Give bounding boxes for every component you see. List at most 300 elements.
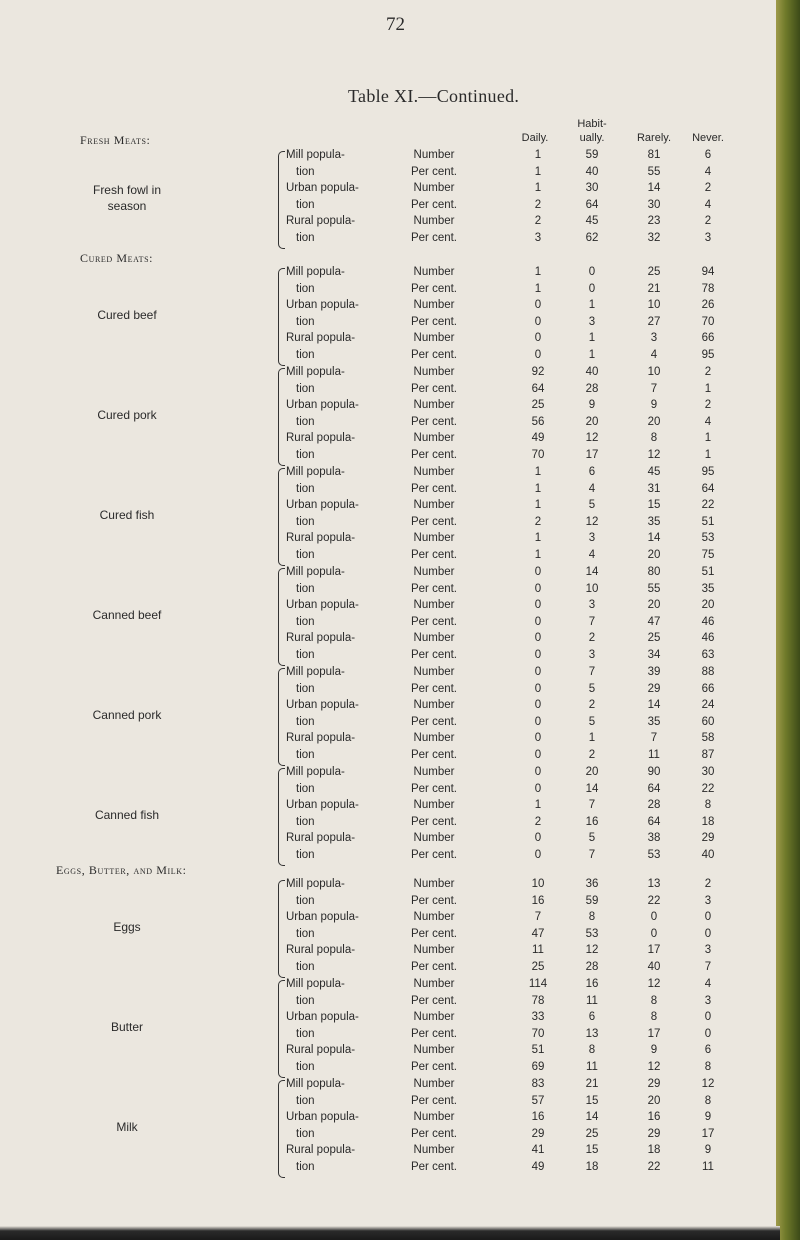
- rarely-value: 28: [647, 799, 661, 812]
- never-value: 51: [701, 566, 715, 578]
- population-label: tion: [296, 198, 315, 211]
- population-label: Mill popula-: [286, 566, 345, 578]
- never-value: 3: [704, 944, 712, 957]
- table-title: Table XI.—Continued.: [348, 86, 520, 106]
- rarely-value: 27: [647, 315, 661, 328]
- habitually-value: 1: [588, 732, 596, 745]
- never-value: 2: [704, 399, 712, 412]
- habitually-value: 13: [585, 1027, 599, 1040]
- daily-value: 51: [531, 1044, 545, 1057]
- population-label: Rural popula-: [286, 532, 356, 545]
- rarely-value: 80: [647, 566, 661, 578]
- daily-value: 1: [534, 266, 542, 278]
- table-row: [0, 166, 776, 184]
- daily-value: 64: [531, 382, 545, 395]
- never-value: 30: [701, 766, 715, 778]
- daily-value: 0: [534, 299, 542, 312]
- habitually-value: 11: [586, 1061, 598, 1073]
- population-label: tion: [296, 682, 315, 695]
- rarely-value: 20: [647, 549, 661, 561]
- rarely-value: 35: [647, 515, 661, 528]
- never-value: 58: [701, 732, 715, 745]
- population-label: tion: [296, 849, 315, 861]
- daily-value: 1: [534, 149, 542, 161]
- measure-type: Per cent.: [410, 961, 458, 973]
- habitually-value: 6: [588, 1011, 596, 1024]
- daily-value: 70: [531, 1027, 545, 1040]
- table-row: [0, 616, 776, 634]
- measure-type: Per cent.: [410, 482, 458, 495]
- group-label: Fresh fowl in: [92, 182, 162, 197]
- table-row: [0, 516, 776, 534]
- never-value: 8: [704, 799, 712, 812]
- daily-value: 69: [531, 1061, 545, 1073]
- population-label: tion: [296, 894, 315, 907]
- habitually-value: 14: [585, 1111, 599, 1124]
- population-label: tion: [296, 961, 315, 973]
- table-row: [0, 1028, 776, 1046]
- population-label: Rural popula-: [286, 1044, 356, 1057]
- never-value: 4: [704, 165, 712, 178]
- table-row: [0, 1011, 776, 1029]
- measure-type: Per cent.: [410, 615, 458, 628]
- habitually-value: 28: [585, 961, 599, 973]
- table-row: [0, 583, 776, 601]
- daily-value: 0: [534, 599, 542, 612]
- habitually-value: 2: [588, 632, 596, 645]
- never-value: 8: [704, 1061, 712, 1073]
- rarely-value: 47: [647, 615, 661, 628]
- daily-value: 78: [531, 994, 545, 1007]
- group-label: Milk: [116, 1119, 138, 1134]
- daily-value: 1: [534, 165, 542, 178]
- measure-type: Number: [413, 182, 455, 195]
- daily-value: 0: [534, 782, 542, 795]
- daily-value: 114: [528, 978, 548, 990]
- rarely-value: 81: [647, 149, 661, 161]
- measure-type: Number: [413, 978, 455, 990]
- table-row: [0, 232, 776, 250]
- daily-value: 25: [531, 399, 545, 412]
- rarely-value: 55: [647, 165, 661, 178]
- never-value: 64: [701, 482, 715, 495]
- daily-value: 2: [534, 215, 542, 228]
- rarely-value: 17: [647, 944, 661, 957]
- rarely-value: 17: [647, 1027, 661, 1040]
- table-row: [0, 816, 776, 834]
- rarely-value: 25: [647, 266, 661, 278]
- group-label: Canned fish: [94, 807, 160, 822]
- habitually-value: 3: [588, 532, 596, 545]
- table-row: [0, 366, 776, 384]
- daily-value: 0: [534, 682, 542, 695]
- rarely-value: 32: [647, 232, 661, 244]
- table-row: [0, 349, 776, 367]
- habitually-value: 2: [588, 699, 596, 712]
- habitually-value: 64: [585, 198, 599, 211]
- rarely-value: 9: [650, 399, 658, 412]
- never-value: 26: [701, 299, 715, 312]
- daily-value: 0: [534, 315, 542, 328]
- daily-value: 25: [531, 961, 545, 973]
- rarely-value: 12: [647, 1061, 661, 1073]
- never-value: 0: [704, 1027, 712, 1040]
- never-value: 6: [704, 149, 712, 161]
- population-label: tion: [296, 615, 315, 628]
- daily-value: 1: [534, 499, 542, 512]
- rarely-value: 13: [647, 878, 661, 890]
- measure-type: Per cent.: [410, 232, 458, 244]
- group-label: Eggs: [113, 919, 141, 934]
- measure-type: Per cent.: [410, 1161, 458, 1173]
- population-label: tion: [296, 582, 315, 595]
- rarely-value: 12: [647, 449, 661, 461]
- population-label: tion: [296, 1061, 315, 1073]
- never-value: 4: [704, 978, 712, 990]
- measure-type: Number: [413, 732, 455, 745]
- section-heading: Eggs, Butter, and Milk:: [56, 863, 187, 877]
- population-label: tion: [296, 1027, 315, 1040]
- habitually-value: 5: [588, 682, 596, 695]
- never-value: 95: [701, 466, 715, 478]
- daily-value: 41: [531, 1144, 545, 1157]
- daily-value: 0: [534, 615, 542, 628]
- never-value: 75: [701, 549, 715, 561]
- never-value: 1: [704, 382, 712, 395]
- group-label: Cured fish: [99, 507, 155, 522]
- rarely-value: 30: [647, 198, 661, 211]
- population-label: Rural popula-: [286, 432, 356, 445]
- never-value: 8: [704, 1094, 712, 1107]
- measure-type: Per cent.: [410, 815, 458, 828]
- page-bottom-edge: [0, 1226, 780, 1240]
- population-label: tion: [296, 165, 315, 178]
- measure-type: Per cent.: [410, 1094, 458, 1107]
- measure-type: Per cent.: [410, 649, 458, 661]
- table-row: [0, 699, 776, 717]
- rarely-value: 8: [650, 1011, 658, 1024]
- section-heading: Fresh Meats:: [80, 133, 151, 147]
- population-label: Urban popula-: [286, 1011, 359, 1024]
- habitually-value: 14: [585, 566, 599, 578]
- rarely-value: 90: [647, 766, 661, 778]
- table-row: [0, 483, 776, 501]
- never-value: 1: [704, 432, 712, 445]
- measure-type: Number: [413, 299, 455, 312]
- rarely-value: 20: [647, 415, 661, 428]
- never-value: 22: [701, 499, 715, 512]
- measure-type: Number: [413, 799, 455, 812]
- measure-type: Per cent.: [410, 282, 458, 295]
- daily-value: 1: [534, 466, 542, 478]
- rarely-value: 21: [647, 282, 661, 295]
- habitually-value: 62: [585, 232, 599, 244]
- group-label: Cured pork: [97, 407, 157, 422]
- never-value: 66: [701, 332, 715, 345]
- population-label: tion: [296, 449, 315, 461]
- population-label: Urban popula-: [286, 299, 359, 312]
- rarely-value: 25: [647, 632, 661, 645]
- table-row: [0, 732, 776, 750]
- table-row: [0, 895, 776, 913]
- population-label: Rural popula-: [286, 632, 356, 645]
- table-row: [0, 499, 776, 517]
- population-label: Mill popula-: [286, 266, 345, 278]
- population-label: Rural popula-: [286, 832, 356, 845]
- daily-value: 0: [534, 632, 542, 645]
- measure-type: Per cent.: [410, 1061, 458, 1073]
- never-value: 70: [701, 315, 715, 328]
- habitually-value: 6: [588, 466, 596, 478]
- never-value: 11: [702, 1161, 714, 1173]
- measure-type: Per cent.: [410, 549, 458, 561]
- rarely-value: 8: [650, 994, 658, 1007]
- daily-value: 0: [534, 732, 542, 745]
- habitually-value: 25: [585, 1127, 599, 1140]
- never-value: 66: [701, 682, 715, 695]
- never-value: 3: [704, 994, 712, 1007]
- never-value: 60: [701, 715, 715, 728]
- habitually-value: 15: [585, 1144, 599, 1157]
- table-row: [0, 1095, 776, 1113]
- never-value: 29: [701, 832, 715, 845]
- daily-value: 1: [534, 549, 542, 561]
- never-value: 12: [701, 1078, 715, 1090]
- daily-value: 2: [534, 198, 542, 211]
- habitually-value: 30: [585, 182, 599, 195]
- population-label: Mill popula-: [286, 766, 345, 778]
- measure-type: Per cent.: [410, 994, 458, 1007]
- col-head-habitually-bottom: ually.: [579, 132, 605, 144]
- measure-type: Number: [413, 911, 455, 924]
- measure-type: Per cent.: [410, 782, 458, 795]
- rarely-value: 10: [647, 299, 661, 312]
- rarely-value: 29: [647, 1078, 661, 1090]
- measure-type: Number: [413, 944, 455, 957]
- rarely-value: 3: [650, 332, 658, 345]
- rarely-value: 20: [647, 1094, 661, 1107]
- never-value: 46: [701, 632, 715, 645]
- rarely-value: 45: [647, 466, 661, 478]
- table-row: [0, 1044, 776, 1062]
- never-value: 2: [704, 366, 712, 378]
- population-label: Mill popula-: [286, 366, 345, 378]
- rarely-value: 7: [650, 732, 658, 745]
- population-label: tion: [296, 782, 315, 795]
- measure-type: Per cent.: [410, 582, 458, 595]
- daily-value: 57: [531, 1094, 545, 1107]
- daily-value: 0: [534, 349, 542, 361]
- group-label: Butter: [110, 1019, 143, 1034]
- measure-type: Number: [413, 1011, 455, 1024]
- habitually-value: 3: [588, 315, 596, 328]
- measure-type: Number: [413, 399, 455, 412]
- habitually-value: 3: [588, 649, 596, 661]
- measure-type: Number: [413, 532, 455, 545]
- measure-type: Number: [413, 878, 455, 890]
- habitually-value: 28: [585, 382, 599, 395]
- table-row: [0, 961, 776, 979]
- daily-value: 0: [534, 832, 542, 845]
- population-label: tion: [296, 415, 315, 428]
- rarely-value: 20: [647, 599, 661, 612]
- habitually-value: 12: [585, 515, 599, 528]
- rarely-value: 22: [647, 1161, 661, 1173]
- never-value: 20: [701, 599, 715, 612]
- rarely-value: 9: [650, 1044, 658, 1057]
- habitually-value: 1: [588, 299, 596, 312]
- never-value: 4: [704, 415, 712, 428]
- table-row: [0, 749, 776, 767]
- habitually-value: 5: [588, 832, 596, 845]
- never-value: 3: [704, 894, 712, 907]
- measure-type: Number: [413, 266, 455, 278]
- habitually-value: 40: [585, 366, 599, 378]
- col-head-habitually-top: Habit-: [577, 118, 607, 130]
- habitually-value: 8: [588, 1044, 596, 1057]
- measure-type: Number: [413, 766, 455, 778]
- never-value: 9: [704, 1111, 712, 1124]
- section-heading: Cured Meats:: [80, 251, 154, 265]
- group-label: Canned beef: [92, 607, 162, 622]
- daily-value: 29: [531, 1127, 545, 1140]
- table-row: [0, 332, 776, 350]
- rarely-value: 16: [647, 1111, 661, 1124]
- measure-type: Per cent.: [410, 1127, 458, 1140]
- measure-type: Number: [413, 1144, 455, 1157]
- population-label: Rural popula-: [286, 732, 356, 745]
- daily-value: 0: [534, 649, 542, 661]
- table-row: [0, 199, 776, 217]
- rarely-value: 53: [647, 849, 661, 861]
- population-label: Mill popula-: [286, 466, 345, 478]
- daily-value: 7: [534, 911, 542, 924]
- population-label: tion: [296, 1127, 315, 1140]
- habitually-value: 0: [588, 282, 596, 295]
- daily-value: 2: [534, 515, 542, 528]
- measure-type: Number: [413, 832, 455, 845]
- rarely-value: 55: [647, 582, 661, 595]
- rarely-value: 14: [647, 532, 661, 545]
- daily-value: 0: [534, 849, 542, 861]
- measure-type: Per cent.: [410, 349, 458, 361]
- habitually-value: 15: [585, 1094, 599, 1107]
- daily-value: 1: [534, 532, 542, 545]
- measure-type: Per cent.: [410, 315, 458, 328]
- habitually-value: 4: [588, 482, 596, 495]
- rarely-value: 0: [650, 911, 658, 924]
- habitually-value: 2: [588, 749, 596, 761]
- measure-type: Number: [413, 566, 455, 578]
- habitually-value: 12: [585, 944, 599, 957]
- measure-type: Number: [413, 432, 455, 445]
- rarely-value: 39: [647, 666, 661, 678]
- rarely-value: 14: [647, 699, 661, 712]
- habitually-value: 20: [585, 415, 599, 428]
- table-row: [0, 416, 776, 434]
- never-value: 3: [704, 232, 712, 244]
- habitually-value: 16: [585, 978, 599, 990]
- habitually-value: 21: [585, 1078, 599, 1090]
- habitually-value: 18: [585, 1161, 599, 1173]
- never-value: 78: [701, 282, 715, 295]
- table-row: [0, 766, 776, 784]
- daily-value: 83: [531, 1078, 545, 1090]
- measure-type: Per cent.: [410, 515, 458, 528]
- daily-value: 3: [534, 232, 542, 244]
- rarely-value: 64: [647, 782, 661, 795]
- daily-value: 0: [534, 582, 542, 595]
- rarely-value: 15: [647, 499, 661, 512]
- population-label: Urban popula-: [286, 399, 359, 412]
- population-label: tion: [296, 1161, 315, 1173]
- table-row: [0, 995, 776, 1013]
- habitually-value: 10: [585, 582, 599, 595]
- table-row: [0, 182, 776, 200]
- table-row: [0, 878, 776, 896]
- measure-type: Number: [413, 1044, 455, 1057]
- rarely-value: 8: [650, 432, 658, 445]
- never-value: 4: [704, 198, 712, 211]
- table-row: [0, 283, 776, 301]
- daily-value: 47: [531, 927, 545, 940]
- measure-type: Number: [413, 1111, 455, 1124]
- measure-type: Number: [413, 215, 455, 228]
- population-label: tion: [296, 994, 315, 1007]
- population-label: Urban popula-: [286, 1111, 359, 1124]
- table-row: [0, 944, 776, 962]
- population-label: tion: [296, 815, 315, 828]
- population-label: tion: [296, 1094, 315, 1107]
- table-row: [0, 928, 776, 946]
- measure-type: Per cent.: [410, 165, 458, 178]
- never-value: 1: [704, 449, 712, 461]
- table-row: [0, 1111, 776, 1129]
- book-binding-edge: [776, 0, 800, 1240]
- rarely-value: 12: [647, 978, 661, 990]
- daily-value: 0: [534, 749, 542, 761]
- col-head-never: Never.: [692, 132, 724, 144]
- population-label: tion: [296, 515, 315, 528]
- group-label: Canned pork: [92, 707, 162, 722]
- never-value: 2: [704, 215, 712, 228]
- rarely-value: 31: [647, 482, 661, 495]
- daily-value: 0: [534, 715, 542, 728]
- daily-value: 92: [531, 366, 545, 378]
- never-value: 9: [704, 1144, 712, 1157]
- population-label: Mill popula-: [286, 666, 345, 678]
- never-value: 0: [704, 911, 712, 924]
- habitually-value: 5: [588, 715, 596, 728]
- measure-type: Number: [413, 699, 455, 712]
- daily-value: 16: [531, 1111, 545, 1124]
- never-value: 0: [704, 1011, 712, 1024]
- never-value: 46: [701, 615, 715, 628]
- daily-value: 0: [534, 666, 542, 678]
- population-label: Urban popula-: [286, 911, 359, 924]
- habitually-value: 59: [585, 149, 599, 161]
- population-label: tion: [296, 649, 315, 661]
- population-label: Urban popula-: [286, 599, 359, 612]
- never-value: 18: [701, 815, 715, 828]
- table-row: [0, 549, 776, 567]
- measure-type: Per cent.: [410, 715, 458, 728]
- table-row: [0, 266, 776, 284]
- table-row: [0, 978, 776, 996]
- habitually-value: 45: [585, 215, 599, 228]
- daily-value: 2: [534, 815, 542, 828]
- rarely-value: 35: [647, 715, 661, 728]
